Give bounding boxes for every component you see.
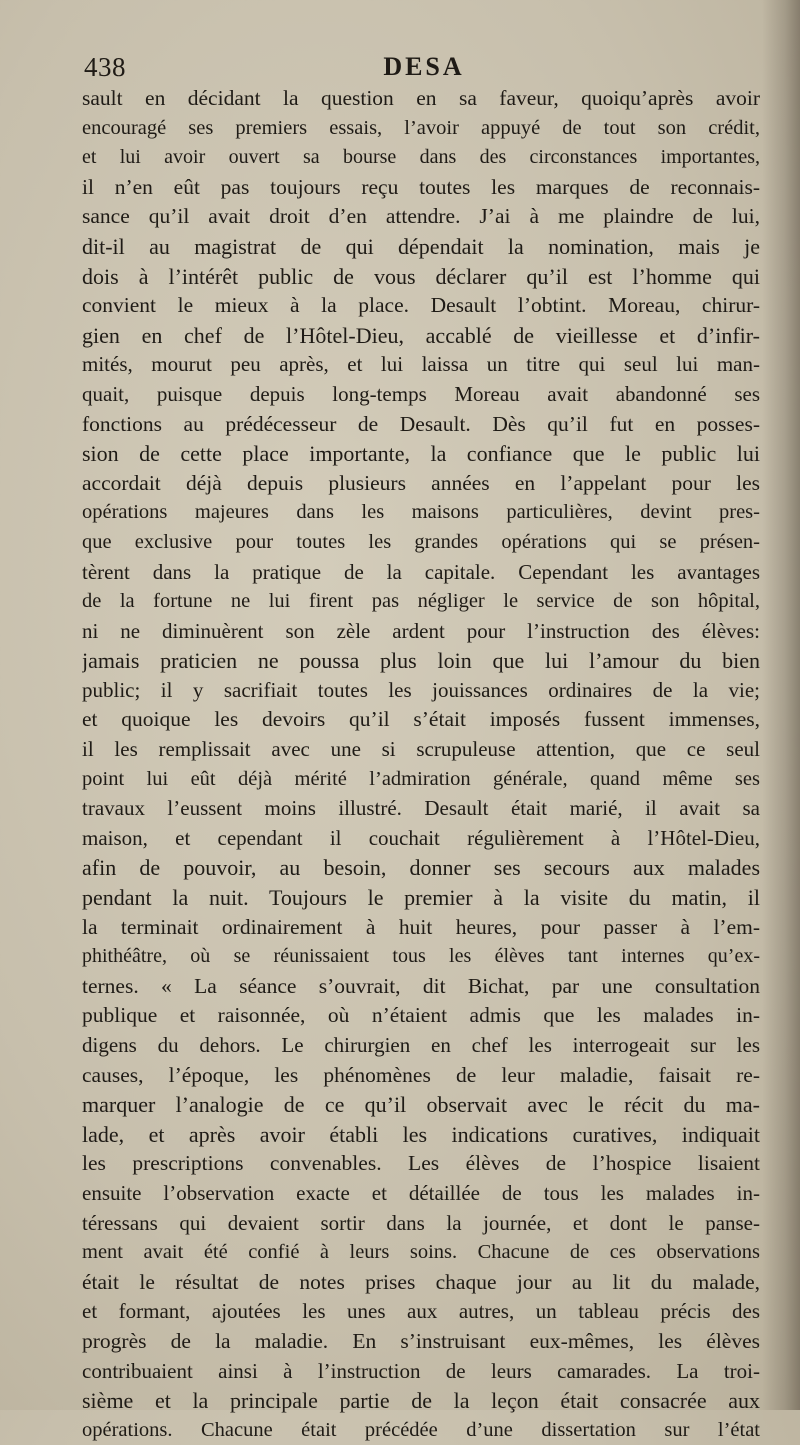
text-line: téressans qui devaient sortir dans la journée, et dont le panse- bbox=[82, 1210, 760, 1235]
text-line: la terminait ordinairement à huit heures, pour passer à l’em- bbox=[82, 914, 760, 939]
text-line: il les remplissait avec une si scrupuleuse attention, que ce seul bbox=[82, 737, 760, 762]
text-line: gien en chef de l’Hôtel-Dieu, accablé de vieillesse et d’infir- bbox=[82, 322, 760, 348]
text-line: que exclusive pour toutes les grandes opérations qui se présen- bbox=[82, 530, 760, 553]
text-line: convient le mieux à la place. Desault l’obtint. Moreau, chirur- bbox=[82, 293, 760, 318]
text-line: public; il y sacrifiait toutes les jouissances ordinaires de la vie; bbox=[82, 677, 760, 702]
text-line: encouragé ses premiers essais, l’avoir appuyé de tout son crédit, bbox=[82, 116, 760, 139]
text-line: point lui eût déjà mérité l’admiration générale, quand même ses bbox=[82, 767, 760, 790]
running-head: DESA bbox=[383, 52, 465, 81]
text-line: il n’en eût pas toujours reçu toutes les marques de reconnais- bbox=[82, 174, 760, 199]
text-line: sault en décidant la question en sa faveur, quoiqu’après avoir bbox=[82, 86, 760, 110]
text-line: de la fortune ne lui firent pas négliger le service de son hôpital, bbox=[82, 590, 760, 613]
text-line: ni ne diminuèrent son zèle ardent pour l’instruction des élèves: bbox=[82, 618, 760, 643]
text-line: travaux l’eussent moins illustré. Desault était marié, il avait sa bbox=[82, 796, 760, 821]
text-line: fonctions au prédécesseur de Desault. Dès qu’il fut en posses- bbox=[82, 411, 760, 436]
text-line: maison, et cependant il couchait régulièrement à l’Hôtel-Dieu, bbox=[82, 825, 760, 850]
text-line: phithéâtre, où se réunissaient tous les élèves tant internes qu’ex- bbox=[82, 945, 760, 968]
text-line: marquer l’analogie de ce qu’il observait avec le récit du ma- bbox=[82, 1092, 760, 1118]
text-line: publique et raisonnée, où n’étaient admis que les malades in- bbox=[82, 1003, 760, 1028]
text-line: et quoique les devoirs qu’il s’était imposés fussent immenses, bbox=[82, 707, 760, 732]
text-line: sion de cette place importante, la confiance que le public lui bbox=[82, 441, 760, 467]
text-line: dit-il au magistrat de qui dépendait la nomination, mais je bbox=[82, 233, 760, 259]
text-line: opérations. Chacune était précédée d’une dissertation sur l’état bbox=[82, 1418, 760, 1441]
text-line: tèrent dans la pratique de la capitale. Cependant les avantages bbox=[82, 559, 760, 584]
text-line: pendant la nuit. Toujours le premier à la visite du matin, il bbox=[82, 885, 760, 911]
text-line: progrès de la maladie. En s’instruisant eux-mêmes, les élèves bbox=[82, 1328, 760, 1353]
body-text bbox=[82, 84, 760, 1445]
text-line: quait, puisque depuis long-temps Moreau avait abandonné ses bbox=[82, 381, 760, 406]
text-line: et formant, ajoutées les unes aux autres, un tableau précis des bbox=[82, 1299, 760, 1324]
page-number: 438 bbox=[84, 52, 126, 82]
text-line: ment avait été confié à leurs soins. Chacune de ces observations bbox=[82, 1241, 760, 1264]
text-line: mités, mourut peu après, et lui laissa un titre qui seul lui man- bbox=[82, 352, 760, 377]
text-line: afin de pouvoir, au besoin, donner ses secours aux malades bbox=[82, 855, 760, 881]
text-line: les prescriptions convenables. Les élèves de l’hospice lisaient bbox=[82, 1151, 760, 1176]
text-line: ternes. « La séance s’ouvrait, dit Bichat, par une consultation bbox=[82, 973, 760, 998]
text-line: opérations majeures dans les maisons particulières, devint pres- bbox=[82, 501, 760, 524]
text-line: ensuite l’observation exacte et détaillée de tous les malades in- bbox=[82, 1180, 760, 1205]
text-line: sance qu’il avait droit d’en attendre. J’ai à me plaindre de lui, bbox=[82, 204, 760, 229]
text-line: jamais praticien ne poussa plus loin que lui l’amour du bien bbox=[82, 648, 760, 674]
text-line: contribuaient ainsi à l’instruction de leurs camarades. La troi- bbox=[82, 1358, 760, 1383]
text-line: dois à l’intérêt public de vous déclarer qu’il est l’homme qui bbox=[82, 263, 760, 289]
text-line: sième et la principale partie de la leçon était consacrée aux bbox=[82, 1388, 760, 1414]
text-line: accordait déjà depuis plusieurs années en l’appelant pour les bbox=[82, 470, 760, 495]
text-line: était le résultat de notes prises chaque jour au lit du malade, bbox=[82, 1269, 760, 1294]
text-line: digens du dehors. Le chirurgien en chef les interrogeait sur les bbox=[82, 1033, 760, 1057]
page-shadow bbox=[762, 0, 800, 1410]
text-line: causes, l’époque, les phénomènes de leur maladie, faisait re- bbox=[82, 1062, 760, 1087]
text-line: lade, et après avoir établi les indications curatives, indiquait bbox=[82, 1121, 760, 1147]
text-line: et lui avoir ouvert sa bourse dans des circonstances importantes, bbox=[82, 146, 760, 169]
page-header bbox=[84, 52, 764, 86]
